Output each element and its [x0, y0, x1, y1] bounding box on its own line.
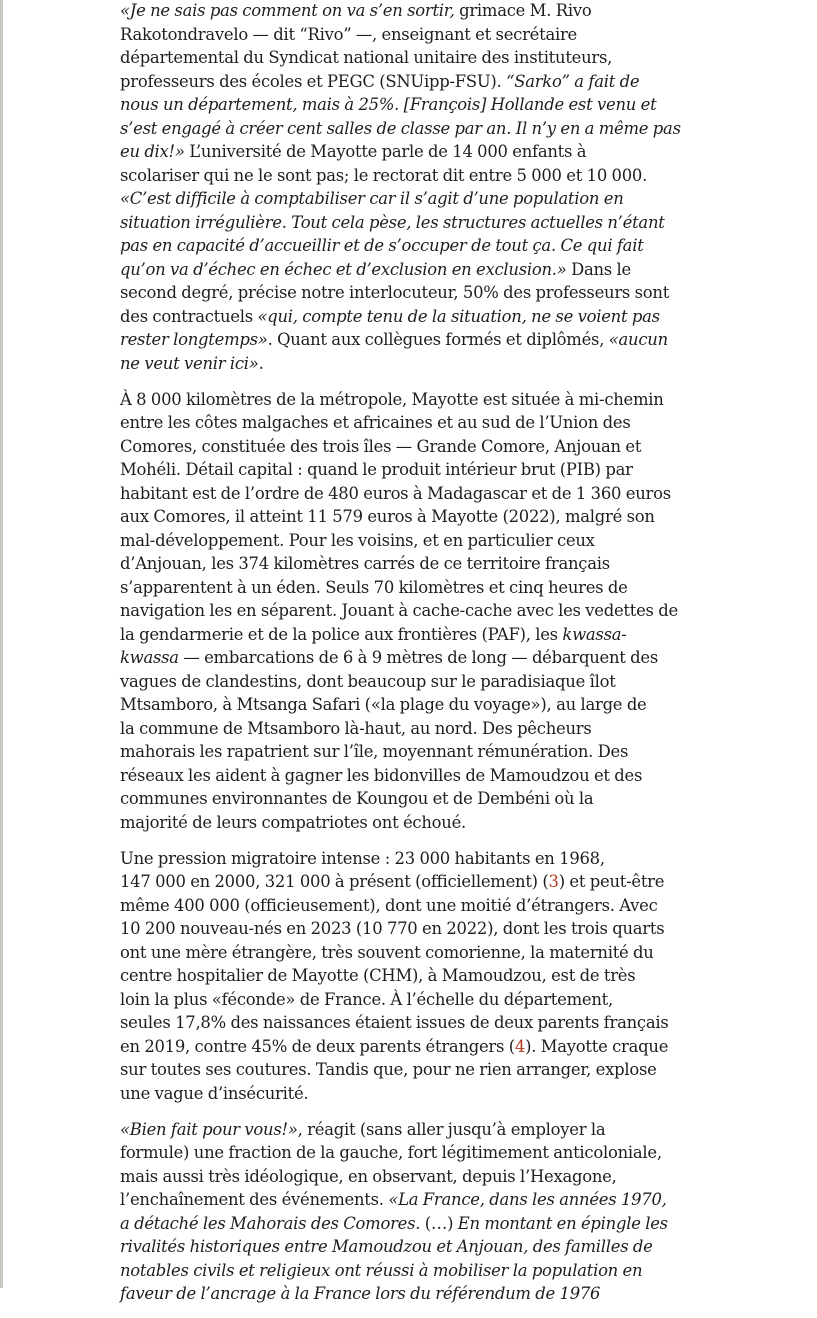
- italic-quote-text: En montant en épingle les: [457, 1213, 668, 1233]
- italic-quote-text: «Bien fait pour vous!»: [120, 1119, 298, 1139]
- body-text: ) et peut-être: [558, 872, 665, 891]
- body-text: des contractuels: [120, 306, 258, 326]
- paragraph-4: [120, 1118, 668, 1306]
- text-line: [120, 740, 640, 764]
- italic-quote-text: qu’on va d’échec en échec et d’exclusion en exclusion.»: [120, 259, 567, 279]
- text-line: [120, 458, 640, 482]
- text-line: [120, 46, 640, 70]
- italic-quote-text: notables civils et religieux ont réussi à mobiliser la population en: [120, 1260, 643, 1280]
- body-text: même 400 000 (officieusement), dont une moitié d’étrangers. Avec: [120, 895, 658, 915]
- body-text: 147 000 en 2000, 321 000 à présent (officiellement) (: [120, 872, 549, 891]
- body-text: . Quant aux collègues formés et diplômés,: [267, 330, 609, 349]
- footnote-link-3[interactable]: 3: [548, 872, 559, 891]
- text-line: [120, 1282, 640, 1306]
- text-line: [120, 70, 640, 94]
- text-line: [120, 1011, 669, 1035]
- body-text: la commune de Mtsamboro là-haut, au nord. Des pêcheurs: [120, 718, 592, 738]
- body-text: Dans le: [566, 259, 631, 279]
- text-line: [120, 258, 640, 282]
- text-line: [120, 164, 648, 188]
- body-text: sur toutes ses coutures. Tandis que, pour ne rien arranger, explose: [120, 1060, 657, 1079]
- italic-quote-text: kwassa: [120, 648, 179, 667]
- text-line: [120, 941, 654, 965]
- body-text: Rakotondravelo — dit “Rivo” —, enseignant et secrétaire: [120, 24, 577, 44]
- text-line: [120, 140, 640, 164]
- body-text: (…): [420, 1213, 458, 1233]
- text-line: [120, 93, 657, 117]
- text-line: [120, 1165, 640, 1189]
- text-line: [120, 1141, 662, 1165]
- body-text: entre les côtes malgaches et africaines et au sud de l’Union des: [120, 413, 631, 432]
- text-line: [120, 847, 640, 871]
- body-text: Mtsamboro, à Mtsanga Safari («la plage du voyage»), au large de: [120, 695, 647, 714]
- text-line: [120, 917, 665, 941]
- body-text: loin la plus «féconde» de France. À l’échelle du département,: [120, 989, 613, 1009]
- body-text: .: [258, 353, 264, 373]
- body-text: Comores, constituée des trois îles — Grande Comore, Anjouan et: [120, 436, 642, 456]
- text-line: [120, 352, 640, 376]
- body-text: L’université de Mayotte parle de 14 000 enfants à: [184, 142, 587, 161]
- article-body: [120, 0, 681, 1318]
- text-line: [120, 693, 647, 717]
- text-line: [120, 1058, 657, 1082]
- text-line: [120, 1235, 653, 1259]
- text-line: [120, 23, 640, 47]
- text-line: [120, 894, 658, 918]
- italic-quote-text: nous un département, mais à 25%. [François] Hollande est venu et: [120, 95, 657, 114]
- body-text: centre hospitalier de Mayotte (CHM), à Mamoudzou, est de très: [120, 966, 636, 985]
- italic-quote-text: kwassa-: [562, 624, 627, 644]
- text-line: [120, 117, 681, 141]
- italic-quote-text: ne veut venir ici»: [120, 353, 259, 373]
- body-text: second degré, précise notre interlocuteur, 50% des professeurs sont: [120, 283, 670, 302]
- text-line: [120, 0, 640, 23]
- body-text: une vague d’insécurité.: [120, 1083, 309, 1103]
- text-line: [120, 599, 678, 623]
- paragraph-2: [120, 388, 678, 835]
- body-text: l’enchaînement des événements.: [120, 1190, 389, 1209]
- body-text: mahorais les rapatrient sur l’île, moyennant rémunération. Des: [120, 742, 629, 761]
- italic-quote-text: «aucun: [608, 330, 668, 349]
- text-line: [120, 1118, 640, 1142]
- italic-quote-text: «La France, dans les années 1970,: [388, 1190, 667, 1209]
- italic-quote-text: situation irrégulière. Tout cela pèse, les structures actuelles n’étant: [120, 212, 665, 232]
- body-text: À 8 000 kilomètres de la métropole, Mayotte est située à mi-chemin: [120, 389, 664, 409]
- body-text: d’Anjouan, les 374 kilomètres carrés de ce territoire français: [120, 554, 610, 573]
- text-line: [120, 435, 640, 459]
- italic-quote-text: faveur de l’ancrage à la France lors du référendum de 1976: [120, 1284, 601, 1303]
- body-text: 10 200 nouveau-nés en 2023 (10 770 en 2022), dont les trois quarts: [120, 919, 665, 938]
- text-line: [120, 1082, 640, 1106]
- body-text: seules 17,8% des naissances étaient issues de deux parents français: [120, 1013, 669, 1032]
- text-line: [120, 988, 640, 1012]
- italic-quote-text: eu dix!»: [120, 142, 185, 161]
- body-text: professeurs des écoles et PEGC (SNUipp-FSU).: [120, 71, 507, 91]
- text-line: [120, 234, 644, 258]
- body-text: Mohéli. Détail capital : quand le produit intérieur brut (PIB) par: [120, 460, 633, 479]
- text-line: [120, 281, 670, 305]
- text-line: [120, 1259, 643, 1283]
- body-text: en 2019, contre 45% de deux parents étrangers (: [120, 1036, 515, 1056]
- body-text: la gendarmerie et de la police aux frontières (PAF), les: [120, 624, 563, 644]
- text-line: [120, 623, 640, 647]
- italic-quote-text: pas en capacité d’accueillir et de s’occuper de tout ça. Ce qui fait: [120, 236, 644, 255]
- body-text: réseaux les aident à gagner les bidonvilles de Mamoudzou et des: [120, 765, 643, 785]
- text-line: [120, 964, 640, 988]
- text-line: [120, 388, 664, 412]
- text-line: [120, 552, 640, 576]
- text-line: [120, 187, 640, 211]
- text-line: [120, 811, 640, 835]
- text-line: [120, 576, 640, 600]
- body-text: départemental du Syndicat national unitaire des instituteurs,: [120, 48, 613, 67]
- italic-quote-text: “Sarko” a fait de: [506, 71, 640, 91]
- text-line: [120, 646, 659, 670]
- footnote-link-4[interactable]: 4: [514, 1036, 526, 1056]
- italic-quote-text: rester longtemps»: [120, 330, 268, 349]
- body-text: , réagit (sans aller jusqu’à employer la: [297, 1119, 606, 1139]
- body-text: habitant est de l’ordre de 480 euros à Madagascar et de 1 360 euros: [120, 483, 671, 503]
- text-line: [120, 505, 655, 529]
- italic-quote-text: s’est engagé à créer cent salles de classe par an. Il n’y en a même pas: [120, 118, 681, 138]
- body-text: ont une mère étrangère, très souvent comorienne, la maternité du: [120, 942, 654, 962]
- text-line: [120, 1188, 667, 1212]
- text-line: [120, 670, 640, 694]
- text-line: [120, 529, 640, 553]
- body-text: navigation les en séparent. Jouant à cache-cache avec les vedettes de: [120, 601, 678, 620]
- body-text: scolariser qui ne le sont pas; le rectorat dit entre 5 000 et 10 000.: [120, 165, 648, 185]
- body-text: Une pression migratoire intense : 23 000 habitants en 1968,: [120, 848, 605, 868]
- text-line: [120, 717, 640, 741]
- body-text: ). Mayotte craque: [525, 1036, 669, 1056]
- body-text: — embarcations de 6 à 9 mètres de long — débarquent des: [178, 648, 659, 667]
- body-text: aux Comores, il atteint 11 579 euros à Mayotte (2022), malgré son: [120, 507, 655, 526]
- italic-quote-text: «Je ne sais pas comment on va s’en sortir,: [120, 1, 455, 20]
- body-text: s’apparentent à un éden. Seuls 70 kilomètres et cinq heures de: [120, 577, 628, 597]
- body-text: formule) une fraction de la gauche, fort légitimement anticoloniale,: [120, 1143, 662, 1162]
- italic-quote-text: «C’est difficile à comptabiliser car il s’agit d’une population en: [120, 189, 624, 208]
- text-line: [120, 305, 660, 329]
- body-text: vagues de clandestins, dont beaucoup sur le paradisiaque îlot: [120, 671, 616, 691]
- text-line: [120, 787, 640, 811]
- body-text: mais aussi très idéologique, en observant, depuis l’Hexagone,: [120, 1166, 617, 1186]
- body-text: communes environnantes de Koungou et de Dembéni où la: [120, 789, 594, 808]
- italic-quote-text: «qui, compte tenu de la situation, ne se voient pas: [257, 306, 660, 326]
- text-line: [120, 211, 665, 235]
- text-line: [120, 411, 640, 435]
- text-line: [120, 1212, 668, 1236]
- text-line: [120, 482, 671, 506]
- body-text: grimace M. Rivo: [454, 1, 592, 20]
- paragraph-1: [120, 0, 681, 375]
- text-line: [120, 328, 668, 352]
- body-text: mal-développement. Pour les voisins, et en particulier ceux: [120, 530, 595, 550]
- left-edge-bar: [0, 0, 3, 1288]
- italic-quote-text: a détaché les Mahorais des Comores.: [120, 1213, 421, 1233]
- text-line: [120, 764, 643, 788]
- paragraph-3: [120, 847, 669, 1106]
- text-line: [120, 870, 665, 894]
- body-text: majorité de leurs compatriotes ont échoué.: [120, 812, 466, 832]
- italic-quote-text: rivalités historiques entre Mamoudzou et Anjouan, des familles de: [120, 1237, 653, 1256]
- text-line: [120, 1035, 669, 1059]
